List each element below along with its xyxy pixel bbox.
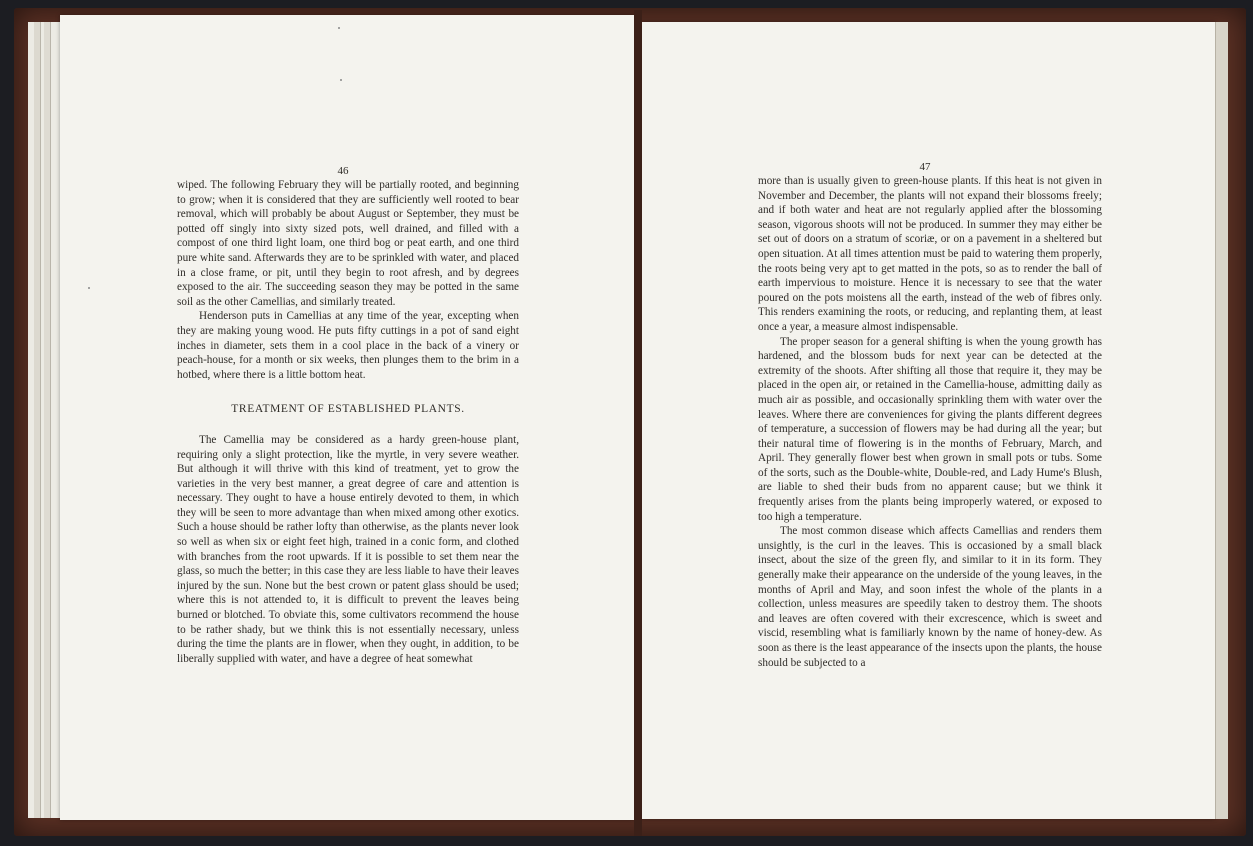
paragraph: The Camellia may be considered as a hardy green-house plant, requiring only a slight protection, like the myrtle, in very severe weather. But although it will thrive with this kind of treatment, yet to grow the varieties in the very best manner, a great degree of care and attention is necessary. They ought to have a house entirely devoted to them, in which they will be seen to more advantage than when mixed among other exotics. Such a house should be rather lofty than otherwise, as the plants never look so well as when six or eight feet high, trained in a conic form, and clothed with branches from the root upwards. If it is possible to set them near the glass, so much the better; in this case they are less liable to have their leaves injured by the sun. None but the best crown or patent glass should be used; where this is not attended to, it is difficult to prevent the leaves being burned or blotched. To obviate this, some cultivators recommend the house to be rather shady, but we think this is not essentially necessary, unless during the time the plants are in flower, when they ought, in addition, to be liberally supplied with water, and have a degree of heat somewhat <box>177 433 519 665</box>
paragraph: more than is usually given to green-house plants. If this heat is not given in November and December, the plants will not expand their blossoms freely; and if both water and heat are not regularly applied after the blossoming season, vigorous shoots will not be produced. In summer they may either be set out of doors on a stratum of scoriæ, or on a pavement in a sheltered but open situation. At all times attention must be paid to watering them properly, the roots being very apt to get matted in the pots, so as to render the ball of earth impervious to moisture. Hence it is necessary to see that the water poured on the pots moistens all the earth, instead of the web of fibres only. This renders examining the roots, or reducing, and replanting them, at least once a year, a measure almost indispensable. <box>758 175 1102 333</box>
left-page <box>60 15 634 820</box>
right-page <box>641 22 1215 819</box>
left-page-text <box>177 178 519 666</box>
paragraph: The proper season for a general shifting is when the young growth has hardened, and the blossom buds for next year can be detected at the extremity of the shoots. After shifting all those that require it, they may be placed in the open air, or retained in the Camellia-house, admitting daily as much air as possible, and occasionally sprinkling them with water over the leaves. Where there are conveniences for giving the plants different degrees of temperature, a succession of flowers may be had during all the year; but their natural time of flowering is in the months of February, March, and April. They generally flower best when grown in small pots or tubs. Some of the sorts, such as the Double-white, Double-red, and Lady Hume's Blush, are liable to shed their buds from no apparent cause; but we think it frequently arises from the plants being improperly watered, or exposed to too high a temperature. <box>758 335 1102 523</box>
page-edge-line <box>44 22 51 818</box>
page-edge-line <box>34 22 41 818</box>
page-number: 47 <box>919 161 931 173</box>
section-heading: TREATMENT OF ESTABLISHED PLANTS. <box>231 403 465 416</box>
page-edges-right <box>1215 22 1228 819</box>
right-page-text <box>758 174 1102 670</box>
paragraph: wiped. The following February they will be partially rooted, and beginning to grow; when it is considered that they are sufficiently well rooted to bear removal, which will probably be about August or September, they must be potted off singly into sixty sized pots, well drained, and filled with a compost of one third light loam, one third bog or peat earth, and one third pure white sand. Afterwards they are to be sprinkled with water, and placed in a close frame, or pit, until they begin to root afresh, and by degrees exposed to the air. The succeeding season they may be potted in the same soil as the other Camellias, and similarly treated. <box>177 179 519 308</box>
paragraph: Henderson puts in Camellias at any time of the year, excepting when they are making young wood. He puts fifty cuttings in a pot of sand eight inches in diameter, sets them in a cool place in the back of a vinery or peach-house, for a month or six weeks, then plunges them to the brim in a hotbed, where there is a little bottom heat. <box>177 310 519 381</box>
page-number: 46 <box>337 165 349 177</box>
paragraph: The most common disease which affects Camellias and renders them unsightly, is the curl in the leaves. This is occasioned by a small black insect, about the size of the green fly, and similar to it in its form. They generally make their appearance on the underside of the young leaves, in the months of April and May, and soon infest the whole of the plants in a collection, unless measures are speedily taken to destroy them. The shoots and leaves are often covered with their excrescence, which is sweet and viscid, resembling what is familiarly known by the name of honey-dew. As soon as there is the least appearance of the insects upon the plants, the house should be subjected to a <box>758 525 1102 669</box>
book-gutter <box>634 10 642 836</box>
